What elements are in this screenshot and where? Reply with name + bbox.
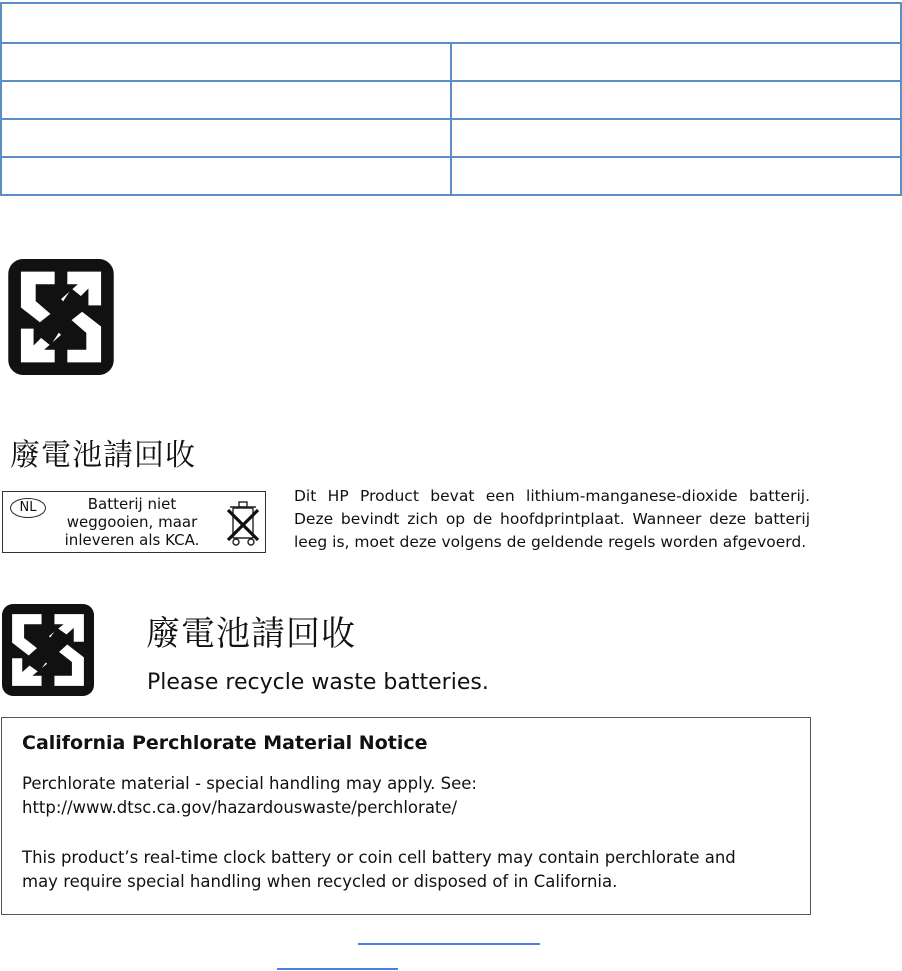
table-row — [1, 119, 901, 157]
dutch-battery-paragraph: Dit HP Product bevat een lithium-manganese-dioxide batterij. Deze bevindt zich op de hoofdprintplaat. Wanneer deze batterij leeg is, moet deze volgens de geldende regels worden afgevoerd. — [294, 487, 810, 551]
taiwan-recycle-title: 廢電池請回收 — [146, 614, 356, 654]
recycle-symbol-icon — [8, 259, 114, 375]
nl-notice-text — [47, 495, 217, 549]
nl-badge: NL — [10, 498, 46, 518]
chinese-recycle-heading: 廢電池請回收 — [10, 438, 196, 473]
california-line: This product’s real-time clock battery or coin cell battery may contain perchlorate and — [22, 848, 736, 867]
header-table — [0, 2, 902, 196]
table-row — [1, 81, 901, 119]
link-underline[interactable] — [277, 968, 398, 970]
table-cell — [1, 43, 451, 81]
link-underline[interactable] — [358, 943, 540, 945]
table-cell — [1, 157, 451, 195]
california-notice-box — [1, 717, 811, 915]
california-notice-title: California Perchlorate Material Notice — [22, 732, 428, 754]
table-cell — [451, 43, 901, 81]
california-url: http://www.dtsc.ca.gov/hazardouswaste/perchlorate/ — [22, 798, 458, 817]
crossed-bin-icon — [221, 496, 265, 550]
california-line: Perchlorate material - special handling may apply. See: — [22, 774, 477, 793]
table-cell — [451, 157, 901, 195]
nl-line: weggooien, maar — [66, 513, 198, 531]
table-cell — [451, 81, 901, 119]
table-cell — [451, 119, 901, 157]
table-cell — [1, 81, 451, 119]
table-cell — [1, 119, 451, 157]
table-header-row — [1, 3, 901, 43]
table-header-cell — [1, 3, 901, 43]
nl-battery-notice-box — [2, 491, 266, 553]
nl-line: inleveren als KCA. — [64, 531, 200, 549]
table-row — [1, 157, 901, 195]
recycle-symbol-icon — [2, 604, 94, 696]
california-line: may require special handling when recycled or disposed of in California. — [22, 872, 618, 891]
recycle-english-text: Please recycle waste batteries. — [147, 670, 489, 695]
nl-line: Batterij niet — [87, 495, 177, 513]
table-row — [1, 43, 901, 81]
